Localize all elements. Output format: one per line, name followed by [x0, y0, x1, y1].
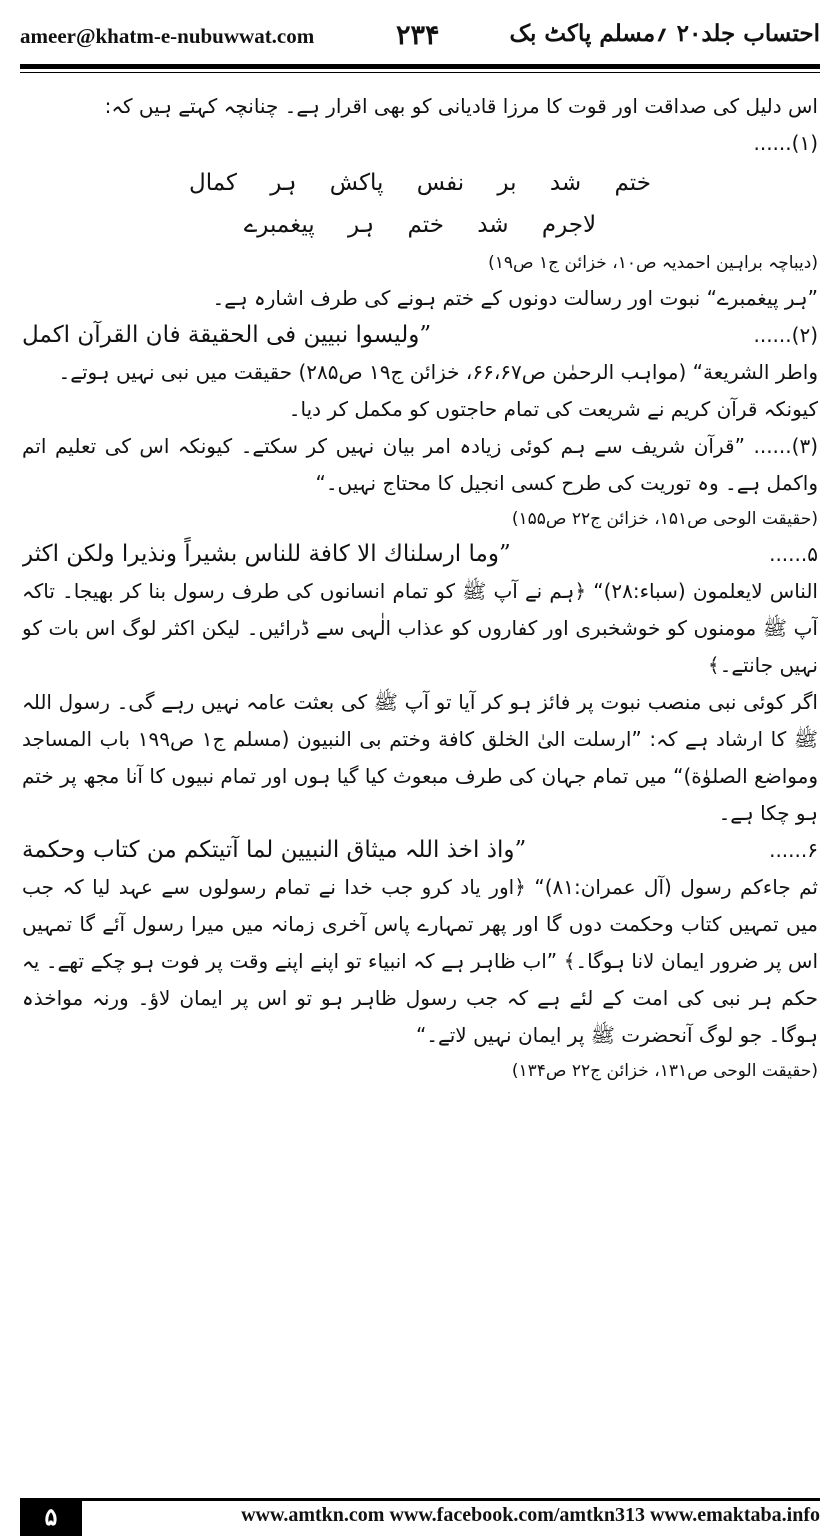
page-header: [20, 14, 820, 62]
item2-line-2: واطر الشریعة“ (مواہب الرحمٰن ص۶۶،۶۷، خزائن ج۱۹ ص۲۸۵) حقیقت میں نبی نہیں ہوتے۔: [58, 360, 818, 384]
reference-3: (حقیقت الوحی ص۱۵۱، خزائن ج۲۲ ص۱۵۵): [511, 509, 818, 529]
item5-paragraph: الناس لایعلمون (سباء:۲۸)“ ﴿ہم نے آپ ﷺ کو تمام انسانوں کی طرف رسول بنا کر بھیجا۔ تاکہ آپ ﷺ مومنوں کو خوشخبری اور کفاروں کو عذاب الٰہی سے ڈرائیں۔ لیکن اکثر لوگ اس بات کو نہیں جانتے۔﴾: [22, 579, 818, 677]
header-rule-thin: [20, 72, 820, 73]
paragraph-bisat-amma: اگر کوئی نبی منصب نبوت پر فائز ہو کر آیا تو آپ ﷺ کی بعثت عامہ نہیں رہے گی۔ رسول اللہ ﷺ کا ارشاد ہے کہ: ”ارسلت الیٰ الخلق کافة وختم بی النبیون (مسلم ج۱ ص۱۹۹ باب المساجد ومواضع الصلوٰة)“ میں تمام جہان کی طرف مبعوث کیا گیا ہوں اور تمام نبیوں کا آنا مجھ پر ختم ہو چکا ہے۔: [22, 690, 818, 825]
page-footer: [20, 1498, 820, 1536]
item3-paragraph: (۳)...... ”قرآن شریف سے ہم کوئی زیادہ امر بیان نہیں کر سکتے۔ کیونکہ اس کی تعلیم اتم واکمل ہے۔ وہ توریت کی طرح کسی انجیل کا محتاج نہیں۔“: [22, 434, 818, 495]
item1-marker: (۱)......: [753, 131, 818, 155]
header-rule-thick: [20, 64, 820, 69]
item2-arabic-quote: ”ولیسوا نبیین فی الحقیقة فان القرآن اکمل: [22, 322, 432, 348]
item2-line-3: کیونکہ قرآن کریم نے شریعت کی تمام حاجتوں کو مکمل کر دیا۔: [288, 397, 818, 421]
persian-verse-line-1: ختم شد بر نفس پاکش ہر کمال: [189, 170, 651, 196]
item2-marker: (۲)......: [753, 323, 818, 347]
header-email: ameer@khatm-e-nubuwwat.com: [20, 24, 315, 48]
footer-number-badge: ۵: [20, 1498, 82, 1536]
item5-marker: ۵......: [769, 542, 818, 566]
item6-arabic-quote: ”واذ اخذ اللہ میثاق النبیین لما آتیتکم من کتاب وحکمة: [22, 837, 527, 863]
intro-paragraph: اس دلیل کی صداقت اور قوت کا مرزا قادیانی کو بھی اقرار ہے۔ چنانچہ کہتے ہیں کہ:: [104, 94, 818, 118]
paragraph-har-paighambare: ”ہر پیغمبرے“ نبوت اور رسالت دونوں کے ختم ہونے کی طرف اشارہ ہے۔: [212, 286, 818, 310]
item2-line-1: [22, 317, 818, 354]
header-page-number: ۲۳۴: [396, 20, 440, 51]
item6-marker: ۶......: [769, 838, 818, 862]
footer-rule: [82, 1498, 820, 1501]
item6-line-1: [22, 832, 818, 869]
page-body: [22, 88, 818, 1408]
item5-line-1: [22, 536, 818, 573]
reference-1: (دیباچہ براہین احمدیہ ص۱۰، خزائن ج۱ ص۱۹): [488, 253, 818, 273]
reference-6: (حقیقت الوحی ص۱۳۱، خزائن ج۲۲ ص۱۳۴): [511, 1061, 818, 1081]
persian-verse-line-2: لاجرم شد ختم ہر پیغمبرے: [243, 212, 597, 238]
footer-links: www.amtkn.com www.facebook.com/amtkn313 www.emaktaba.info: [241, 1504, 820, 1526]
item5-arabic-quote: ”وما ارسلناك الا کافة للناس بشیراً ونذیرا ولکن اکثر: [22, 541, 511, 567]
item6-paragraph: ثم جاءکم رسول (آل عمران:۸۱)“ ﴿اور یاد کرو جب خدا نے تمام رسولوں سے عہد لیا کہ جب میں تمہیں کتاب وحکمت دوں گا اور پھر تمہارے پاس آخری زمانہ میں میرا رسول آئے گا تمہیں اس پر ضرور ایمان لانا ہوگا۔﴾ ”اب ظاہر ہے کہ انبیاء تو اپنے اپنے وقت پر فوت ہو چکے تھے۔ یہ حکم ہر نبی کی امت کے لئے ہے کہ جب رسول ظاہر ہو تو اس پر ایمان لاؤ۔ ورنہ مواخذہ ہوگا۔ جو لوگ آنحضرت ﷺ پر ایمان نہیں لاتے۔“: [22, 875, 818, 1047]
header-book-title: احتساب جلد۲۰ ؍مسلم پاکٹ بک: [509, 20, 820, 47]
